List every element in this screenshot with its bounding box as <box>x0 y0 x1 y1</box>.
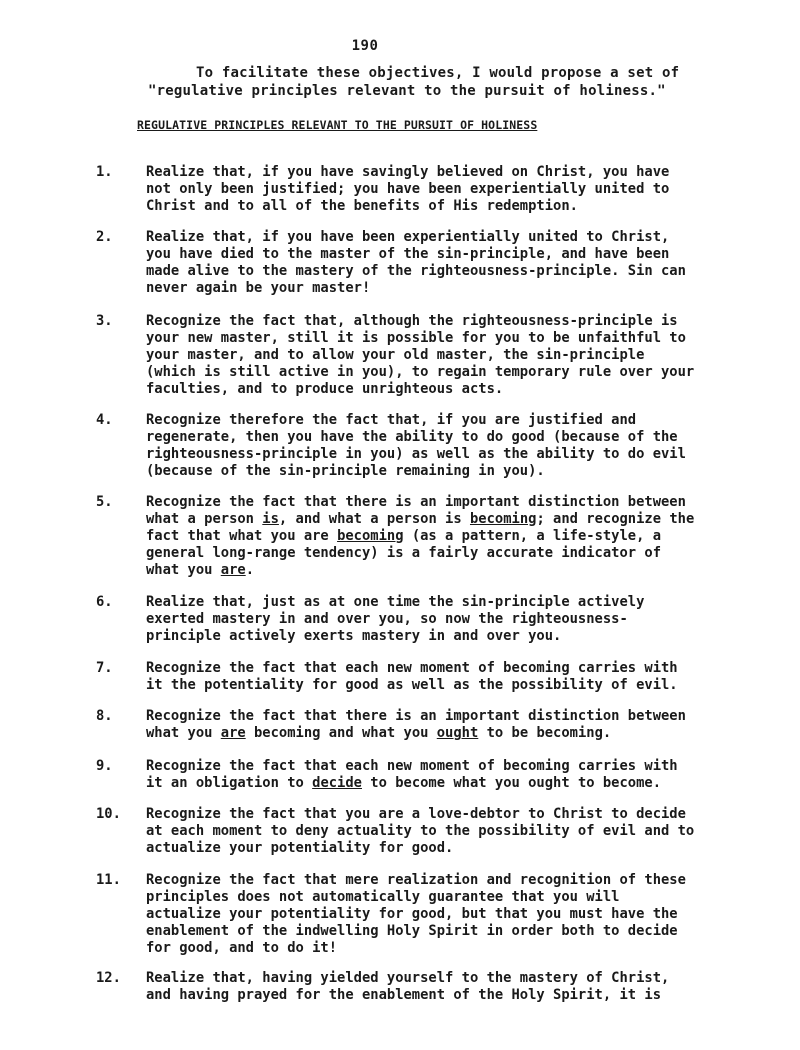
item-line: Recognize the fact that there is an important distinction between <box>146 708 686 724</box>
item-text <box>146 229 701 297</box>
item-line: Realize that, if you have savingly believed on Christ, you have <box>146 164 670 180</box>
item-line: your new master, still it is possible for you to be unfaithful to <box>146 330 686 346</box>
item-number: 5. <box>96 494 113 510</box>
item-text <box>146 494 701 579</box>
item-line: enablement of the indwelling Holy Spirit in order both to decide <box>146 923 678 939</box>
page-number: 190 <box>351 38 379 54</box>
item-line: Realize that, if you have been experientially united to Christ, <box>146 229 670 245</box>
item-line: Recognize the fact that mere realization and recognition of these <box>146 872 686 888</box>
item-text <box>146 708 701 742</box>
item-text <box>146 806 701 857</box>
item-number: 10. <box>96 806 121 822</box>
item-text <box>146 660 701 694</box>
emphasized-word: are <box>220 562 246 578</box>
item-line: made alive to the mastery of the righteousness-principle. Sin can <box>146 263 686 279</box>
item-text <box>146 412 701 480</box>
item-text <box>146 164 701 215</box>
item-line: Recognize the fact that there is an important distinction between <box>146 494 686 510</box>
item-line: fact that what you are becoming (as a pattern, a life-style, a <box>146 528 662 544</box>
intro-paragraph <box>148 64 708 100</box>
emphasized-word: is <box>262 511 279 527</box>
item-number: 8. <box>96 708 113 724</box>
item-line: what a person is, and what a person is becoming; and recognize the <box>146 511 695 527</box>
intro-line: "regulative principles relevant to the pursuit of holiness." <box>148 83 666 99</box>
section-heading: REGULATIVE PRINCIPLES RELEVANT TO THE PURSUIT OF HOLINESS <box>137 118 538 132</box>
item-line: Recognize the fact that each new moment of becoming carries with <box>146 660 678 676</box>
item-number: 9. <box>96 758 113 774</box>
item-line: not only been justified; you have been experientially united to <box>146 181 670 197</box>
emphasized-word: ought <box>436 725 479 741</box>
item-line: your master, and to allow your old master, the sin-principle <box>146 347 645 363</box>
item-line: regenerate, then you have the ability to do good (because of the <box>146 429 678 445</box>
item-number: 4. <box>96 412 113 428</box>
item-line: (because of the sin-principle remaining in you). <box>146 463 545 479</box>
item-line: it an obligation to decide to become what you ought to become. <box>146 775 662 791</box>
item-line: what you are becoming and what you ought to be becoming. <box>146 725 612 741</box>
item-line: exerted mastery in and over you, so now the righteousness- <box>146 611 628 627</box>
item-line: never again be your master! <box>146 280 371 296</box>
item-line: Recognize therefore the fact that, if you are justified and <box>146 412 637 428</box>
item-line: for good, and to do it! <box>146 940 338 956</box>
item-line: Realize that, having yielded yourself to the mastery of Christ, <box>146 970 670 986</box>
item-line: it the potentiality for good as well as the possibility of evil. <box>146 677 678 693</box>
item-line: (which is still active in you), to regain temporary rule over your <box>146 364 695 380</box>
item-line: righteousness-principle in you) as well as the ability to do evil <box>146 446 686 462</box>
item-number: 11. <box>96 872 121 888</box>
item-line: Recognize the fact that you are a love-debtor to Christ to decide <box>146 806 686 822</box>
item-line: and having prayed for the enablement of the Holy Spirit, it is <box>146 987 661 1003</box>
emphasized-word: becoming <box>469 511 537 527</box>
item-text <box>146 758 701 792</box>
item-line: Christ and to all of the benefits of His redemption. <box>146 198 578 214</box>
item-line: principle actively exerts mastery in and over you. <box>146 628 562 644</box>
item-text <box>146 313 701 398</box>
item-number: 6. <box>96 594 113 610</box>
item-line: general long-range tendency) is a fairly accurate indicator of <box>146 545 661 561</box>
emphasized-word: becoming <box>337 528 404 544</box>
item-text <box>146 970 701 1004</box>
item-number: 7. <box>96 660 113 676</box>
item-line: Recognize the fact that each new moment of becoming carries with <box>146 758 678 774</box>
item-line: you have died to the master of the sin-principle, and have been <box>146 246 670 262</box>
item-line: actualize your potentiality for good, but that you must have the <box>146 906 678 922</box>
item-text <box>146 594 701 645</box>
item-line: what you are. <box>146 562 254 578</box>
emphasized-word: are <box>220 725 246 741</box>
item-number: 12. <box>96 970 121 986</box>
item-line: actualize your potentiality for good. <box>146 840 454 856</box>
emphasized-word: decide <box>312 775 362 791</box>
item-text <box>146 872 701 957</box>
item-line: principles does not automatically guarantee that you will <box>146 889 620 905</box>
item-number: 3. <box>96 313 113 329</box>
item-line: at each moment to deny actuality to the possibility of evil and to <box>146 823 695 839</box>
item-line: faculties, and to produce unrighteous acts. <box>146 381 504 397</box>
item-line: Recognize the fact that, although the righteousness-principle is <box>146 313 678 329</box>
intro-line: To facilitate these objectives, I would propose a set of <box>196 65 680 81</box>
item-line: Realize that, just as at one time the sin-principle actively <box>146 594 645 610</box>
item-number: 2. <box>96 229 113 245</box>
item-number: 1. <box>96 164 113 180</box>
